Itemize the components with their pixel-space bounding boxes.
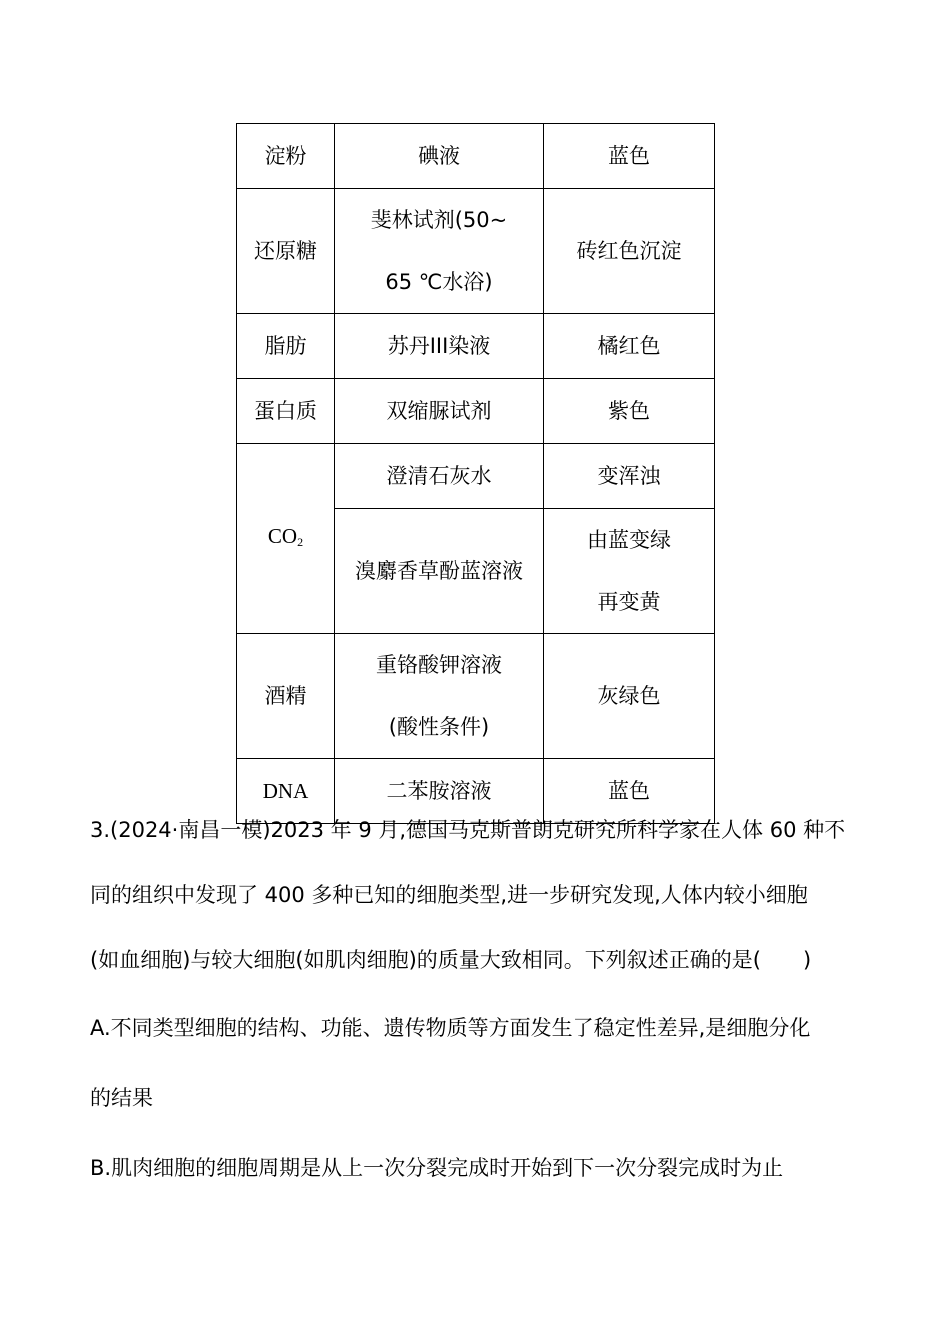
color-line: 由蓝变绿: [587, 528, 671, 552]
table-row: [237, 189, 715, 314]
question-3: [90, 798, 865, 1203]
question-stem-line: 3.(2024·南昌一模)2023 年 9 月,德国马克斯普朗克研究所科学家在人体 60 种不: [90, 818, 846, 842]
substance-cell: 淀粉: [237, 124, 335, 189]
co2-subscript: 2: [297, 534, 304, 549]
color-cell: 橘红色: [544, 314, 715, 379]
reagent-cell: 溴麝香草酚蓝溶液: [335, 509, 544, 634]
reagent-cell: 双缩脲试剂: [335, 379, 544, 444]
substance-cell: 酒精: [237, 634, 335, 759]
table-row: [237, 124, 715, 189]
option-a-continued: 的结果: [90, 1086, 153, 1110]
reagent-line: (酸性条件): [388, 715, 490, 739]
option-a: A.不同类型细胞的结构、功能、遗传物质等方面发生了稳定性差异,是细胞分化: [90, 1016, 811, 1040]
table-row: [237, 314, 715, 379]
color-cell: 变浑浊: [544, 444, 715, 509]
reagent-cell: [335, 634, 544, 759]
color-cell: 蓝色: [544, 124, 715, 189]
color-cell: 紫色: [544, 379, 715, 444]
substance-cell: 脂肪: [237, 314, 335, 379]
reagent-table: [236, 123, 715, 824]
table-row: [237, 379, 715, 444]
co2-main: CO: [267, 523, 298, 548]
reagent-line: 斐林试剂(50~: [370, 208, 508, 232]
substance-cell: 还原糖: [237, 189, 335, 314]
reagent-cell: [335, 189, 544, 314]
color-line: 再变黄: [597, 590, 661, 614]
reagent-line: 重铬酸钾溶液: [376, 653, 502, 677]
table-row: [237, 444, 715, 509]
color-cell: [544, 509, 715, 634]
question-stem-line: (如血细胞)与较大细胞(如肌肉细胞)的质量大致相同。下列叙述正确的是( ): [90, 948, 812, 972]
table-row: [237, 634, 715, 759]
substance-cell: DNA: [237, 759, 335, 824]
color-cell: 灰绿色: [544, 634, 715, 759]
reagent-cell: 二苯胺溶液: [335, 759, 544, 824]
reagent-cell: 碘液: [335, 124, 544, 189]
substance-cell: 蛋白质: [237, 379, 335, 444]
substance-cell-co2: [237, 444, 335, 634]
reagent-cell: 苏丹III染液: [335, 314, 544, 379]
color-cell: 砖红色沉淀: [544, 189, 715, 314]
option-b: B.肌肉细胞的细胞周期是从上一次分裂完成时开始到下一次分裂完成时为止: [90, 1156, 784, 1180]
reagent-cell: 澄清石灰水: [335, 444, 544, 509]
color-cell: 蓝色: [544, 759, 715, 824]
reagent-line: 65 ℃水浴): [385, 270, 493, 294]
question-stem-line: 同的组织中发现了 400 多种已知的细胞类型,进一步研究发现,人体内较小细胞: [90, 883, 808, 907]
